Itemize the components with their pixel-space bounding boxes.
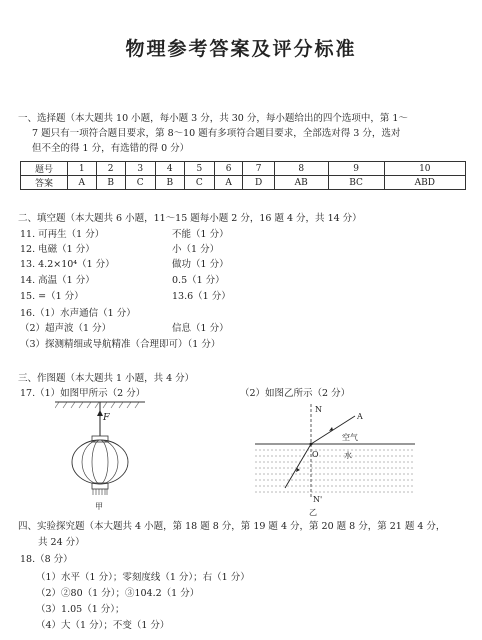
table-cell: D	[243, 176, 274, 190]
fill-answer-right: 13.6（1 分）	[172, 291, 231, 302]
lantern-figure	[55, 400, 145, 512]
fill-answer-left: （3）探测精细或导航精准（合理即可）（1 分）	[20, 339, 221, 350]
fill-answer-right: 0.5（1 分）	[172, 275, 225, 286]
page-title: 物理参考答案及评分标准	[125, 38, 357, 60]
table-cell: 5	[184, 162, 214, 176]
section3-header: 三、作图题（本大题共 1 小题，共 4 分）	[18, 373, 195, 384]
table-row	[21, 176, 466, 190]
question17-part1: 17.（1）如图甲所示（2 分）	[20, 388, 146, 399]
fill-answer-left: 11. 可再生（1 分）	[20, 229, 105, 240]
table-cell: B	[155, 176, 184, 190]
refraction-figure	[255, 402, 415, 504]
answer-table	[20, 161, 466, 190]
figure-caption-yi: 乙	[309, 508, 317, 517]
table-cell: 题号	[21, 162, 68, 176]
table-cell: B	[96, 176, 125, 190]
fill-answer-right: 不能（1 分）	[172, 229, 229, 240]
water-label: 水	[344, 451, 352, 460]
table-cell: 答案	[21, 176, 68, 190]
normal-label-top: N	[315, 405, 322, 414]
table-cell: ABD	[384, 176, 465, 190]
air-label: 空气	[342, 433, 358, 442]
table-cell: 9	[328, 162, 384, 176]
fill-answer-left: 16.（1）水声通信（1 分）	[20, 308, 136, 319]
fill-answer-left: （2）超声波（1 分）	[20, 323, 112, 334]
table-cell: 6	[214, 162, 243, 176]
fill-answer-right: 做功（1 分）	[172, 259, 229, 270]
table-cell: 8	[274, 162, 328, 176]
section1-line2: 7 题只有一项符合题目要求，第 8～10 题有多项符合题目要求，全部选对得 3 分，选对	[32, 128, 401, 139]
point-label-o: O	[312, 450, 319, 459]
question18-answer: （3）1.05（1 分）；	[36, 604, 125, 615]
fill-answer-left: 14. 高温（1 分）	[20, 275, 95, 286]
table-cell: AB	[274, 176, 328, 190]
point-label-a: A	[357, 412, 363, 421]
fill-answer-right: 信息（1 分）	[172, 323, 229, 334]
section4-header-line1: 四、实验探究题（本大题共 4 小题，第 18 题 8 分，第 19 题 4 分，第 20 题 8 分，第 21 题 4 分，	[18, 521, 446, 532]
normal-label-bottom: N'	[313, 495, 323, 504]
figure-caption-jia: 甲	[95, 502, 103, 511]
section4-header-line2: 共 24 分）	[38, 537, 85, 548]
table-cell: A	[68, 176, 97, 190]
question17-part2: （2）如图乙所示（2 分）	[240, 388, 351, 399]
fill-answer-left: 12. 电磁（1 分）	[20, 244, 95, 255]
section2-header: 二、填空题（本大题共 6 小题，11～15 题每小题 2 分，16 题 4 分，共 14 分）	[18, 213, 362, 224]
question18-answer: （1）水平（1 分）；零刻度线（1 分）；右（1 分）	[36, 572, 250, 583]
question18-answer: （2）②80（1 分）；③104.2（1 分）	[36, 588, 200, 599]
section1-line1: 一、选择题（本大题共 10 小题，每小题 3 分，共 30 分，每小题给出的四个选项中，第 1～	[18, 113, 408, 124]
fill-answer-left: 13. 4.2×10⁴（1 分）	[20, 259, 115, 270]
table-cell: C	[184, 176, 214, 190]
table-cell: 1	[68, 162, 97, 176]
force-label: F	[103, 412, 110, 423]
table-cell: 2	[96, 162, 125, 176]
fill-answer-right: 小（1 分）	[172, 244, 220, 255]
table-cell: 3	[125, 162, 155, 176]
table-cell: BC	[328, 176, 384, 190]
section1-line3: 但不全的得 1 分，有选错的得 0 分）	[32, 143, 190, 154]
fill-answer-left: 15. =（1 分）	[20, 291, 84, 302]
table-cell: 7	[243, 162, 274, 176]
table-cell: 10	[384, 162, 465, 176]
table-cell: A	[214, 176, 243, 190]
question18-answer: （4）大（1 分）；不变（1 分）	[36, 620, 170, 631]
question18-title: 18.（8 分）	[20, 554, 73, 565]
table-cell: 4	[155, 162, 184, 176]
table-cell: C	[125, 176, 155, 190]
table-row	[21, 162, 466, 176]
